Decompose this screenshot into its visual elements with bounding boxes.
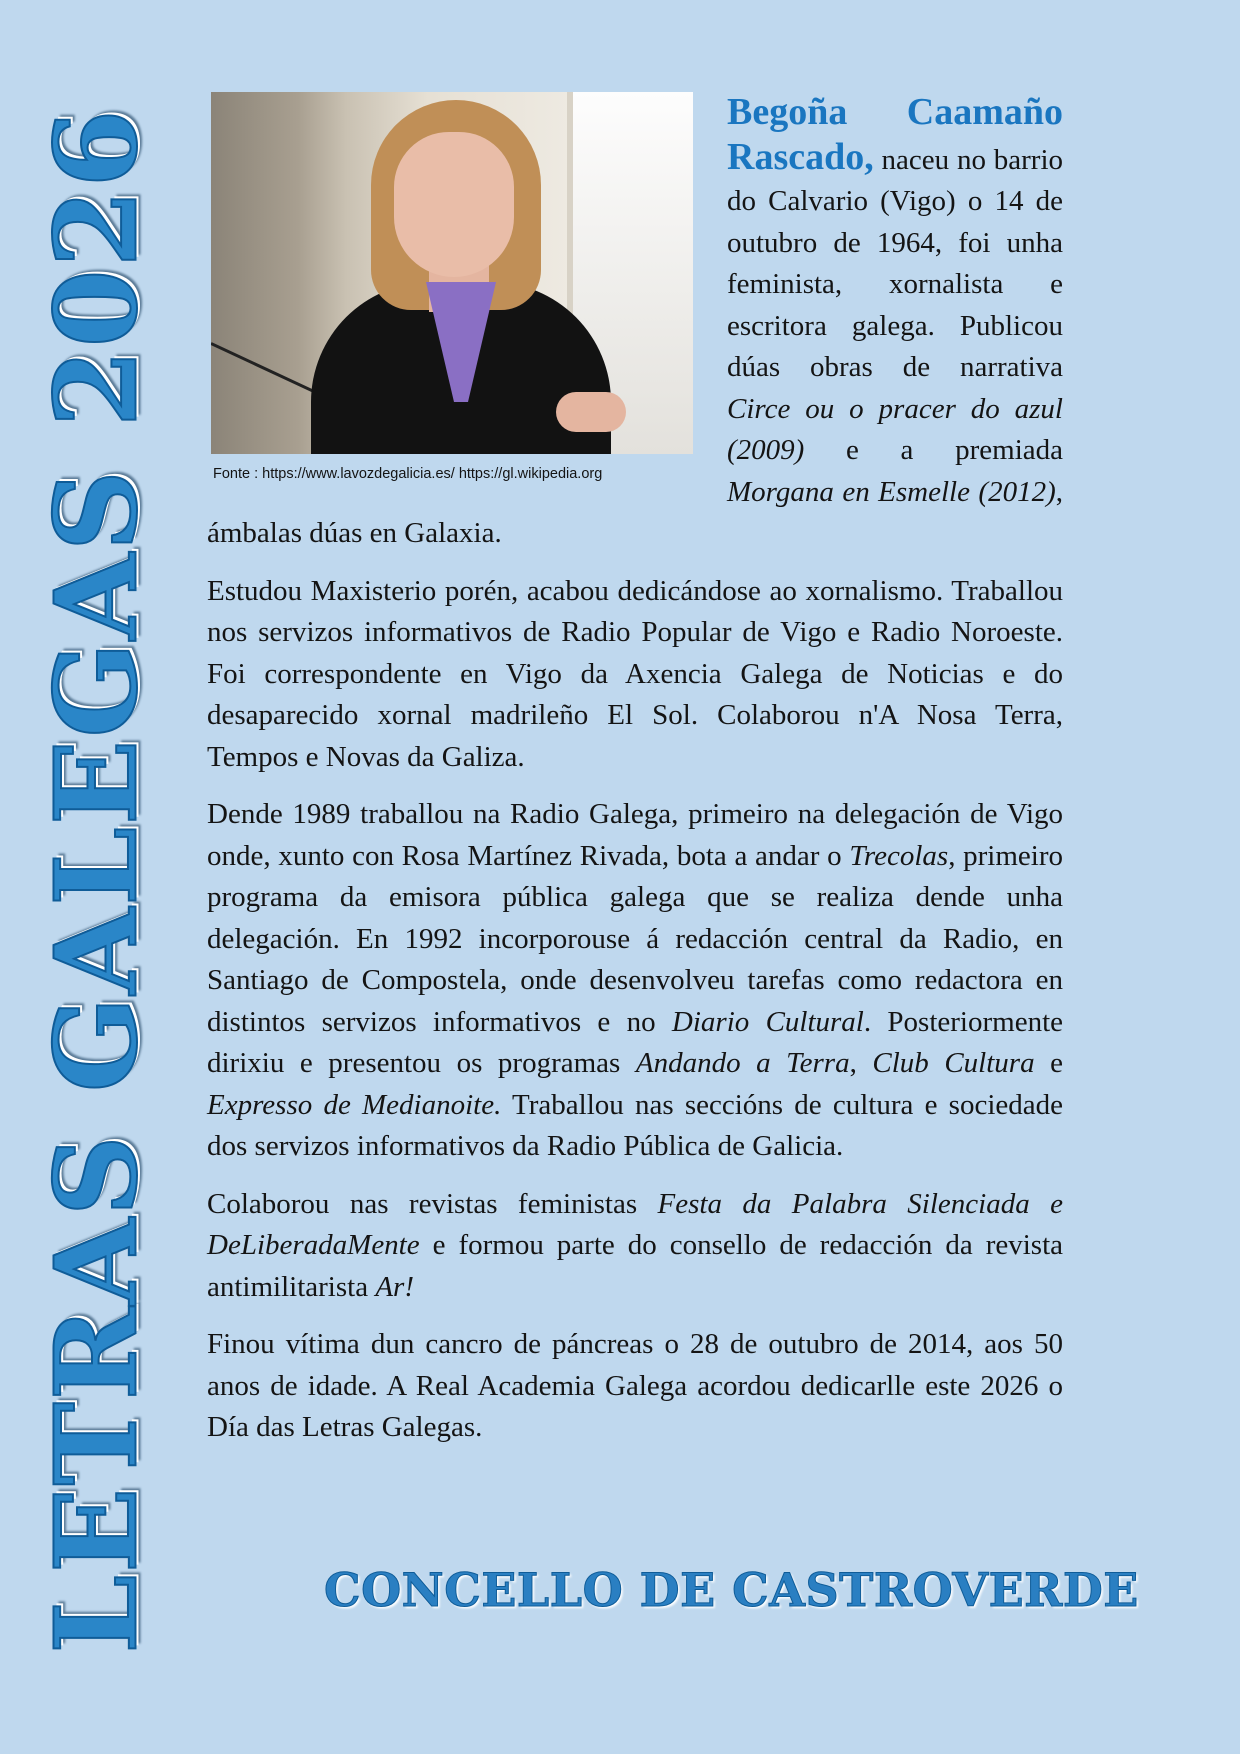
photo-caption: Fonte : https://www.lavozdegalicia.es/ https://gl.wikipedia.org: [213, 466, 603, 482]
magazines-paragraph: Colaborou nas revistas feministas Festa da Palabra Silenciada e DeLiberadaMente e formou parte do consello de redacción da revista antimilitarista Ar!: [207, 1187, 1063, 1303]
article-body: [207, 92, 1063, 1465]
radio-paragraph: Dende 1989 traballou na Radio Galega, primeiro na delegación de Vigo onde, xunto con Rosa Martínez Rivada, bota a andar o Trecolas, primeiro programa da emisora pública galega que se realiza dende unha delegación. En 1992 incorporouse á redacción central da Radio, en Santiago de Compostela, onde desenvolveu tarefas como redactora en distintos servizos informativos e no Diario Cultural. Posteriormente dirixiu e presentou os programas Andando a Terra, Club Cultura e Expresso de Medianoite. Traballou nas seccións de cultura e sociedade dos servizos informativos da Radio Pública de Galicia.: [207, 798, 1063, 1162]
career-paragraph: Estudou Maxisterio porén, acabou dedicándose ao xornalismo. Traballou nos servizos informativos de Radio Popular de Vigo e Radio Noroeste. Foi correspondente en Vigo da Axencia Galega de Noticias e do desaparecido xornal madrileño El Sol. Colaborou n'A Nosa Terra, Tempos e Novas da Galiza.: [207, 574, 1063, 773]
work-title: Circe ou o pracer do azul (2009): [727, 392, 1063, 466]
author-name: Begoña Caamaño Rascado,: [727, 91, 1063, 178]
side-title: [31, 60, 163, 1700]
footer: [244, 1535, 1139, 1645]
municipality-name: CONCELLO DE CASTROVERDE: [324, 1563, 1139, 1617]
work-title: Morgana en Esmelle (2012): [727, 475, 1056, 508]
death-paragraph: Finou vítima dun cancro de páncreas o 28 de outubro de 2014, aos 50 anos de idade. A Real Academia Galega acordou dedicarlle este 2026 o Día das Letras Galegas.: [207, 1328, 1063, 1443]
side-title-text: LETRAS GALEGAS 2026: [31, 106, 163, 1654]
photo-block: [207, 92, 707, 492]
author-photo: [211, 92, 693, 454]
intro-paragraph: Begoña Caamaño Rascado, naceu no barrio do Calvario (Vigo) o 14 de outubro de 1964, foi unha feminista, xornalista e escritora galega. Publicou dúas obras de narrativa Circe ou o pracer do azul (2009) e a premiada Morgana en Esmelle (2012), ámbalas dúas en Galaxia.: [207, 91, 1063, 549]
